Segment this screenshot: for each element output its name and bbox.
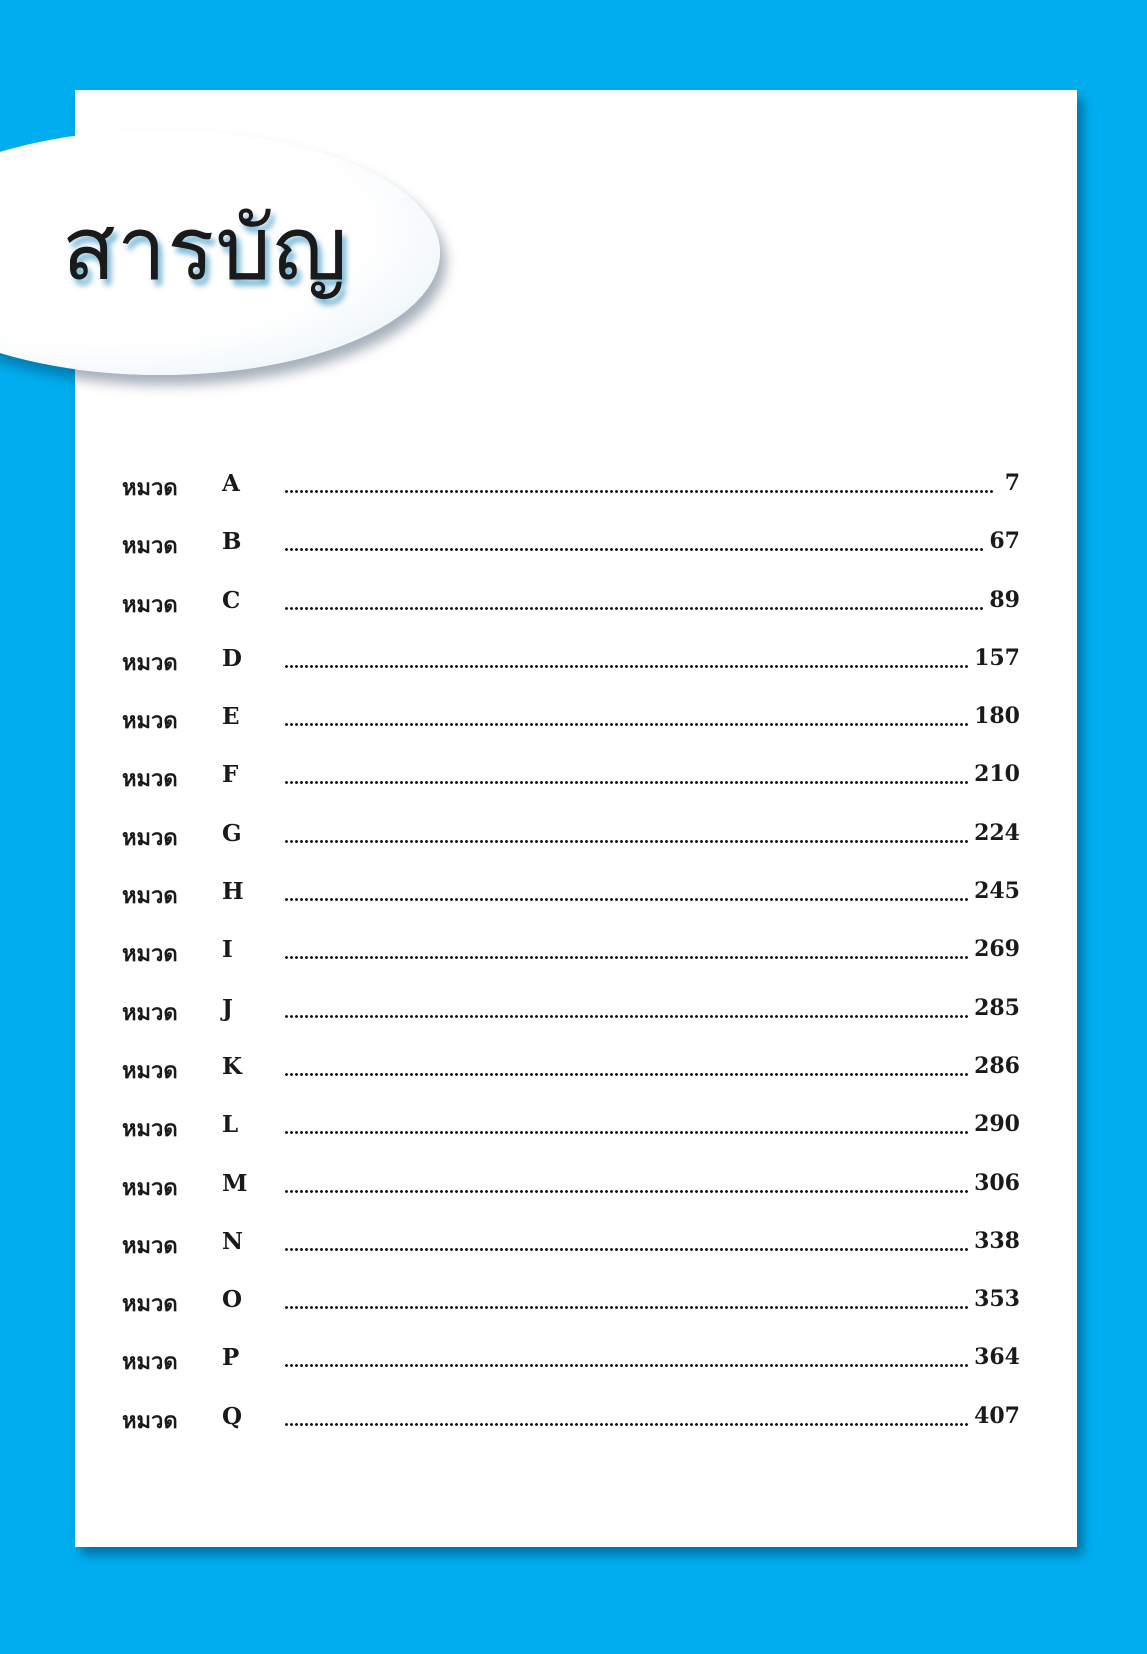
toc-entry-prefix: หมวด	[122, 1292, 178, 1318]
toc-entry-page-number: 353	[974, 1286, 1020, 1313]
toc-entry[interactable]	[122, 1228, 1020, 1286]
dot-leader	[284, 530, 983, 552]
dot-leader	[284, 647, 968, 669]
toc-entry-prefix: หมวด	[122, 1117, 178, 1143]
toc-entry-letter: J	[222, 994, 233, 1022]
toc-entry[interactable]	[122, 761, 1020, 819]
toc-entry-page-number: 269	[974, 936, 1020, 963]
toc-entry-page-number: 338	[974, 1227, 1020, 1254]
toc-entry-letter: A	[222, 470, 240, 497]
toc-entry-page-number: 364	[974, 1344, 1020, 1371]
dot-leader	[284, 589, 983, 611]
toc-entry[interactable]	[122, 645, 1020, 703]
toc-entry-page-number: 306	[974, 1169, 1020, 1196]
toc-entry-letter: O	[222, 1286, 243, 1314]
toc-entry[interactable]	[122, 1170, 1020, 1228]
toc-entry-letter: K	[222, 1052, 242, 1080]
toc-entry-page-number: 89	[989, 586, 1020, 613]
toc-entry[interactable]	[122, 1403, 1020, 1461]
toc-entry-prefix: หมวด	[122, 1408, 178, 1434]
dot-leader	[284, 822, 968, 844]
dot-leader	[284, 763, 968, 785]
toc-entry-page-number: 224	[974, 819, 1020, 846]
dot-leader	[284, 1055, 968, 1077]
toc-entry-page-number: 210	[974, 761, 1020, 788]
toc-entry[interactable]	[122, 878, 1020, 936]
toc-entry-page-number: 67	[989, 528, 1020, 555]
toc-entry[interactable]	[122, 587, 1020, 645]
toc-entry-page-number: 286	[974, 1052, 1020, 1079]
toc-entry-letter: M	[222, 1169, 248, 1197]
toc-entry-letter: Q	[222, 1402, 243, 1430]
toc-entry-page-number: 290	[974, 1111, 1020, 1138]
toc-entry-page-number: 407	[974, 1402, 1020, 1429]
toc-entry[interactable]	[122, 936, 1020, 994]
toc-entry[interactable]	[122, 1111, 1020, 1169]
toc-entry-prefix: หมวด	[122, 476, 178, 501]
dot-leader	[284, 880, 968, 902]
dot-leader	[284, 1346, 968, 1368]
toc-entry-prefix: หมวด	[122, 767, 178, 793]
toc-entry-page-number: 180	[974, 703, 1020, 730]
toc-entry-letter: L	[222, 1111, 239, 1139]
toc-entry-prefix: หมวด	[122, 534, 178, 560]
toc-entry-letter: I	[222, 936, 233, 964]
toc-entry-prefix: หมวด	[122, 825, 178, 851]
toc-entry-letter: H	[222, 878, 244, 906]
dot-leader	[284, 938, 968, 960]
toc-entry[interactable]	[122, 470, 1020, 528]
toc-entry[interactable]	[122, 703, 1020, 761]
dot-leader	[284, 1405, 968, 1427]
toc-entry-page-number: 157	[974, 644, 1020, 671]
dot-leader	[284, 472, 994, 494]
toc-entry-letter: G	[222, 819, 242, 847]
page-title: สารบัญ	[62, 197, 349, 300]
toc-entry-prefix: หมวด	[122, 1058, 178, 1084]
dot-leader	[284, 1288, 968, 1310]
toc-entry-page-number: 7	[1004, 470, 1020, 496]
toc-entry-page-number: 285	[974, 994, 1020, 1021]
toc-entry-page-number: 245	[974, 878, 1020, 905]
dot-leader	[284, 1172, 968, 1194]
toc-entry-prefix: หมวด	[122, 709, 178, 735]
dot-leader	[284, 1113, 968, 1135]
toc-entry-prefix: หมวด	[122, 1000, 178, 1026]
toc-entry-letter: F	[222, 761, 239, 789]
toc-entry[interactable]	[122, 1286, 1020, 1344]
toc-entry-prefix: หมวด	[122, 592, 178, 618]
table-of-contents	[122, 470, 1020, 1461]
toc-entry-letter: C	[222, 586, 241, 614]
toc-entry-letter: D	[222, 644, 242, 672]
toc-entry-prefix: หมวด	[122, 1175, 178, 1201]
toc-entry-prefix: หมวด	[122, 1233, 178, 1259]
toc-entry-prefix: หมวด	[122, 650, 178, 676]
dot-leader	[284, 705, 968, 727]
toc-entry-letter: E	[222, 703, 240, 731]
toc-entry[interactable]	[122, 1053, 1020, 1111]
toc-entry[interactable]	[122, 528, 1020, 586]
toc-entry[interactable]	[122, 995, 1020, 1053]
toc-entry-letter: N	[222, 1227, 244, 1255]
toc-entry-prefix: หมวด	[122, 1350, 178, 1376]
toc-entry-prefix: หมวด	[122, 942, 178, 968]
dot-leader	[284, 997, 968, 1019]
toc-entry-letter: B	[222, 528, 242, 556]
toc-entry[interactable]	[122, 820, 1020, 878]
toc-entry-prefix: หมวด	[122, 884, 178, 910]
toc-entry-letter: P	[222, 1344, 240, 1372]
toc-entry[interactable]	[122, 1344, 1020, 1402]
dot-leader	[284, 1230, 968, 1252]
